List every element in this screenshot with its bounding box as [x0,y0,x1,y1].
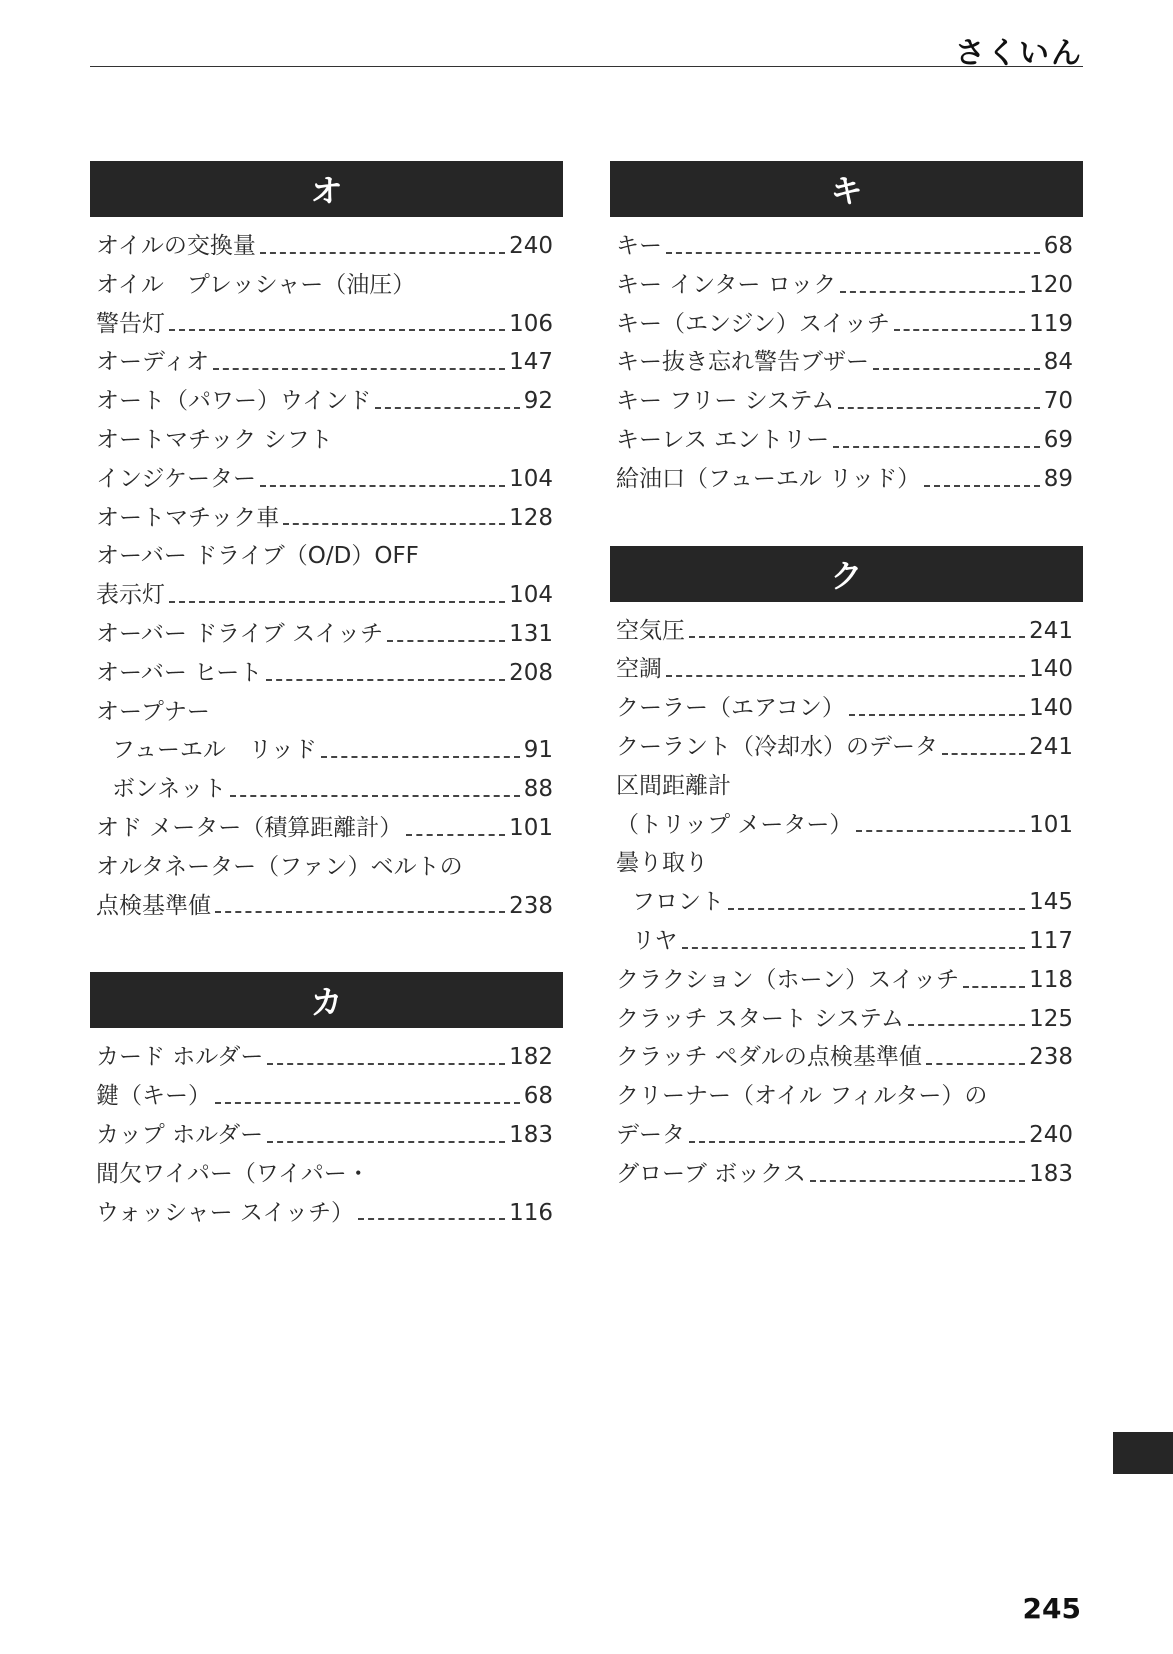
entry-page-number: 101 [1029,811,1073,838]
index-section [90,972,563,1232]
entry-label: 間欠ワイパー（ワイパー・ [96,1160,370,1187]
entry-page-number: 182 [509,1044,553,1071]
entry-label: クーラント（冷却水）のデータ [616,733,938,760]
dot-leader [894,329,1025,331]
entry-page-number: 238 [1029,1044,1073,1071]
index-entry [90,305,563,344]
entry-label: フューエル リッド [112,737,317,764]
dot-leader [908,1024,1025,1026]
entry-label: キーレス エントリー [616,426,830,453]
entry-page-number: 117 [1029,927,1073,954]
index-entry [610,612,1083,651]
dot-leader [215,1102,520,1104]
index-entry [610,266,1083,305]
dot-leader [321,756,520,758]
dot-leader [833,446,1040,448]
dot-leader [926,1063,1025,1065]
dot-leader [230,795,519,797]
section-tab [1113,1432,1173,1474]
entry-page-number: 140 [1029,695,1073,722]
entry-page-number: 131 [509,620,553,647]
dot-leader [682,947,1026,949]
entry-label: オーディオ [96,349,210,376]
dot-leader [728,908,1025,910]
index-entry [90,266,563,305]
index-entry [610,961,1083,1000]
entry-label: オイルの交換量 [96,233,256,259]
header-divider [90,66,1083,67]
index-entry [610,1155,1083,1194]
index-entry [610,922,1083,961]
index-entry [610,421,1083,460]
entry-page-number: 68 [1043,233,1073,259]
section-heading: キ [610,161,1083,217]
index-entry [90,654,563,693]
entry-label: クラクション（ホーン）スイッチ [616,966,960,993]
dot-leader [942,753,1025,755]
entry-page-number: 140 [1029,656,1073,683]
entry-label: オルタネーター（ファン）ベルトの [96,853,463,880]
dot-leader [689,636,1025,638]
index-entry [610,844,1083,883]
entry-label: クーラー（エアコン） [616,695,845,722]
index-entry [90,809,563,848]
entry-label: キー [616,233,662,259]
index-entry [90,460,563,499]
entry-label: オド メーター（積算距離計） [96,814,403,841]
dot-leader [267,1063,505,1065]
index-entry [90,537,563,576]
entry-page-number: 104 [509,465,553,492]
dot-leader [260,485,505,487]
index-entry [90,887,563,926]
dot-leader [666,252,1040,254]
dot-leader [838,407,1039,409]
index-entry [610,305,1083,344]
entry-page-number: 84 [1043,349,1073,376]
entry-page-number: 240 [509,233,553,259]
dot-leader [169,601,505,603]
entry-page-number: 120 [1029,271,1073,298]
index-entry [610,1116,1083,1155]
entry-page-number: 183 [509,1121,553,1148]
entry-page-number: 128 [509,504,553,531]
dot-leader [924,485,1039,487]
index-entry [90,615,563,654]
entry-page-number: 92 [523,388,553,415]
entry-page-number: 89 [1043,465,1073,492]
dot-leader [810,1180,1025,1182]
dot-leader [387,640,505,642]
index-entry [610,227,1083,266]
index-entry [610,343,1083,382]
index-entry [610,883,1083,922]
index-entry [610,767,1083,806]
entry-label: クラッチ ペダルの点検基準値 [616,1044,922,1071]
entry-label: 曇り取り [616,850,708,877]
index-entry [90,770,563,809]
entry-page-number: 101 [509,814,553,841]
entry-page-number: 241 [1029,617,1073,644]
entry-page-number: 240 [1029,1121,1073,1148]
entry-label: 鍵（キー） [96,1083,211,1110]
entry-page-number: 208 [509,659,553,686]
entry-page-number: 104 [509,582,553,609]
entry-label: クリーナー（オイル フィルター）の [616,1083,988,1110]
entry-page-number: 145 [1029,889,1073,916]
entry-label: オーバー ヒート [96,659,263,686]
index-entry [610,1077,1083,1116]
index-entry [610,1000,1083,1039]
entry-label: ウォッシャー スイッチ） [96,1199,355,1226]
index-entry [610,806,1083,845]
entry-page-number: 125 [1029,1005,1073,1032]
dot-leader [666,675,1025,677]
index-entry [610,689,1083,728]
entry-page-number: 183 [1029,1160,1073,1187]
entry-label: データ [616,1121,685,1148]
dot-leader [358,1218,505,1220]
section-heading: ク [610,546,1083,602]
entry-label: 区間距離計 [616,772,731,799]
entry-label: オート（パワー）ウインド [96,388,372,415]
dot-leader [213,368,505,370]
dot-leader [963,986,1025,988]
entry-page-number: 69 [1043,426,1073,453]
index-entry [90,693,563,732]
entry-label: 給油口（フューエル リッド） [616,465,921,492]
entry-label: 空気圧 [616,617,685,644]
entry-label: 表示灯 [96,582,165,609]
dot-leader [406,834,505,836]
dot-leader [689,1141,1025,1143]
entry-page-number: 68 [523,1083,553,1110]
page-title: さくいん [955,36,1083,71]
dot-leader [840,291,1025,293]
entry-label: カード ホルダー [96,1044,264,1071]
index-entry [90,848,563,887]
entry-page-number: 116 [509,1199,553,1226]
entry-label: オイル プレッシャー（油圧） [96,271,416,298]
index-entry [90,499,563,538]
entry-label: リヤ [632,927,678,954]
entry-label: カップ ホルダー [96,1121,264,1148]
entry-label: キー インター ロック [616,271,837,298]
index-entry [90,343,563,382]
entry-label: キー（エンジン）スイッチ [616,310,890,337]
section-heading: カ [90,972,563,1028]
index-entry [610,728,1083,767]
page-number: 245 [1022,1592,1081,1625]
index-section [610,546,1083,1194]
entry-label: キー抜き忘れ警告ブザー [616,349,869,376]
index-entry [610,1038,1083,1077]
entry-label: キー フリー システム [616,388,835,415]
entry-page-number: 241 [1029,733,1073,760]
dot-leader [856,830,1025,832]
index-section [90,161,563,925]
index-entry [90,227,563,266]
index-entry [610,650,1083,689]
dot-leader [849,714,1025,716]
index-entry [90,1194,563,1233]
index-section [610,161,1083,499]
entry-label: オーバー ドライブ スイッチ [96,620,384,647]
entry-label: オートマチック車 [96,504,280,531]
index-entry [90,1038,563,1077]
entry-label: 点検基準値 [96,892,211,919]
dot-leader [260,252,505,254]
index-column-left [90,161,563,1279]
index-entry [90,382,563,421]
entry-label: 警告灯 [96,310,165,337]
entry-page-number: 118 [1029,966,1073,993]
entry-page-number: 88 [523,776,553,803]
entry-label: ボンネット [112,776,227,803]
index-entry [90,576,563,615]
entry-label: オーバー ドライブ（O/D）OFF [96,543,419,570]
dot-leader [267,1141,505,1143]
dot-leader [266,679,505,681]
entry-label: 空調 [616,656,662,683]
dot-leader [169,329,505,331]
entry-page-number: 106 [509,310,553,337]
dot-leader [283,523,505,525]
index-entry [90,1116,563,1155]
entry-page-number: 119 [1029,310,1073,337]
entry-label: インジケーター [96,465,256,492]
entry-label: クラッチ スタート システム [616,1005,904,1032]
entry-label: オートマチック シフト [96,426,333,453]
entry-label: オープナー [96,698,210,725]
section-heading: オ [90,161,563,217]
entry-label: フロント [632,889,724,916]
entry-page-number: 70 [1043,388,1073,415]
index-entry [610,382,1083,421]
index-entry [610,460,1083,499]
entry-page-number: 147 [509,349,553,376]
entry-label: グローブ ボックス [616,1160,806,1187]
entry-label: （トリップ メーター） [616,811,853,838]
entry-page-number: 91 [523,737,553,764]
index-column-right [610,161,1083,1241]
index-entry [90,1155,563,1194]
dot-leader [215,911,505,913]
index-entry [90,1077,563,1116]
entry-page-number: 238 [509,892,553,919]
index-entry [90,421,563,460]
dot-leader [375,407,519,409]
index-entry [90,731,563,770]
dot-leader [873,368,1040,370]
